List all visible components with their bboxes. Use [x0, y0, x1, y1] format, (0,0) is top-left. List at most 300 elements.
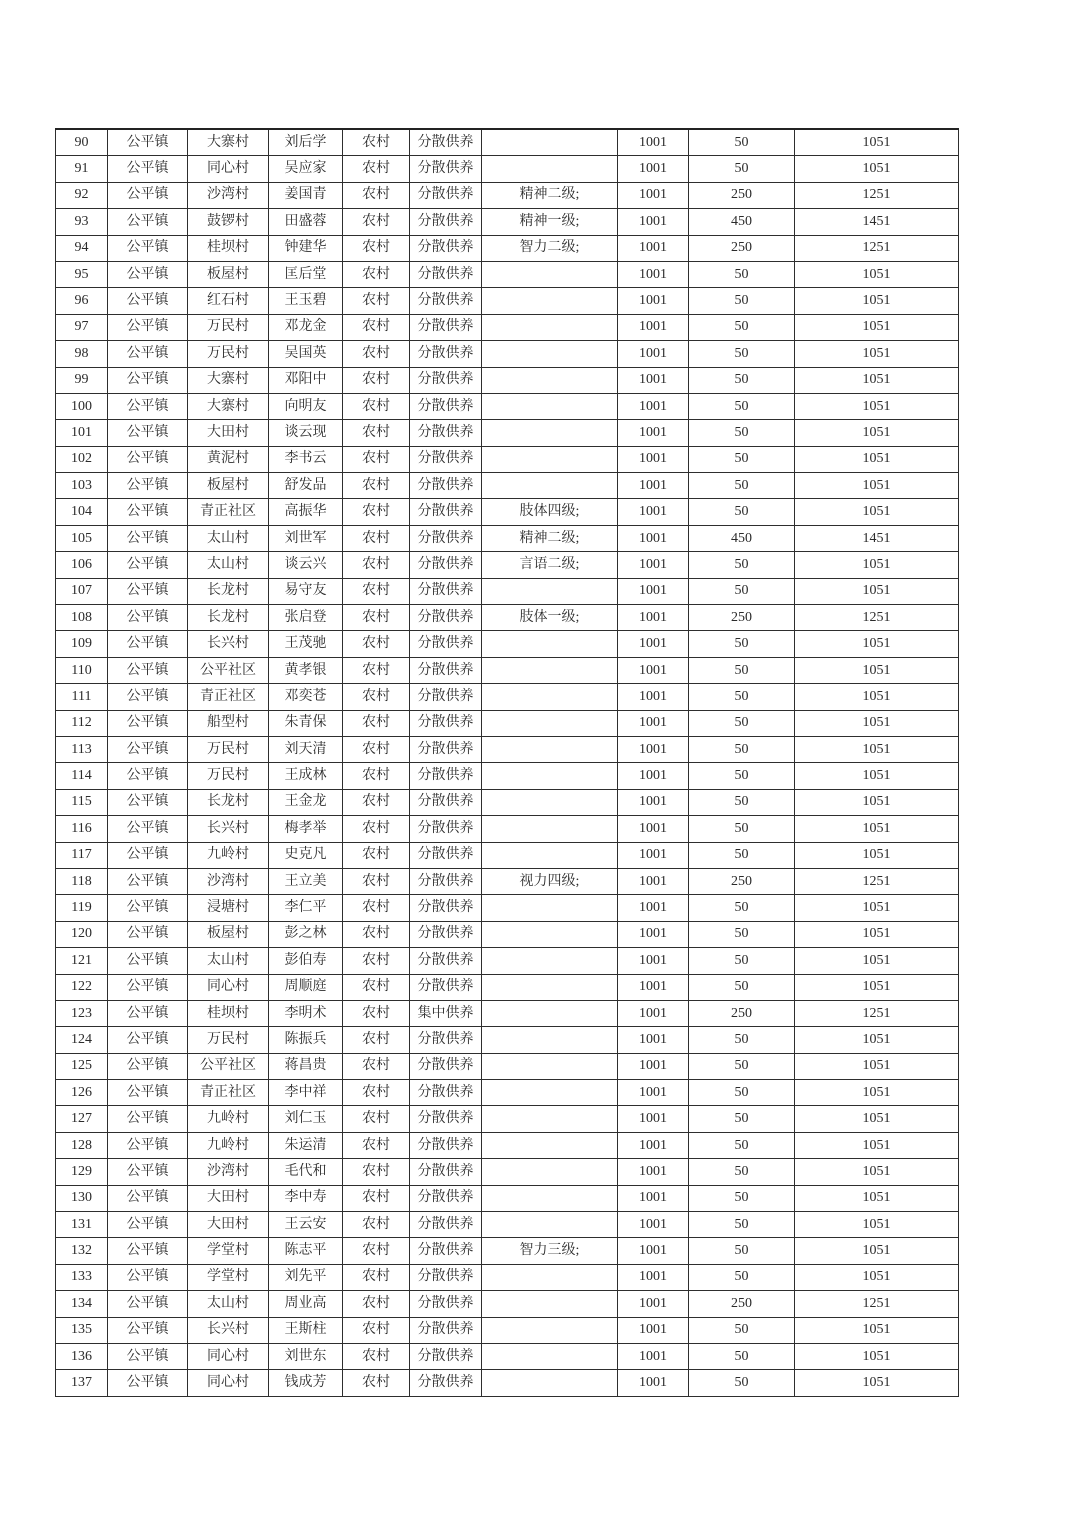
- village-cell: 长兴村: [188, 816, 269, 842]
- support-type-cell: 分散供养: [410, 948, 482, 974]
- disability-level-cell: [482, 156, 618, 182]
- village-cell: 青正社区: [188, 499, 269, 525]
- village-cell: 万民村: [188, 341, 269, 367]
- row-number-cell: 93: [56, 209, 108, 235]
- disability-level-cell: [482, 816, 618, 842]
- person-name-cell: 高振华: [269, 499, 343, 525]
- disability-level-cell: [482, 1185, 618, 1211]
- person-name-cell: 黄孝银: [269, 657, 343, 683]
- disability-level-cell: [482, 393, 618, 419]
- area-type-cell: 农村: [343, 156, 410, 182]
- total-amount-cell: 1051: [795, 499, 959, 525]
- total-amount-cell: 1051: [795, 1238, 959, 1264]
- person-name-cell: 张启登: [269, 605, 343, 631]
- village-cell: 九岭村: [188, 842, 269, 868]
- person-name-cell: 舒发品: [269, 473, 343, 499]
- village-cell: 太山村: [188, 525, 269, 551]
- support-type-cell: 分散供养: [410, 578, 482, 604]
- support-type-cell: 分散供养: [410, 1159, 482, 1185]
- town-cell: 公平镇: [108, 895, 188, 921]
- row-number-cell: 132: [56, 1238, 108, 1264]
- support-type-cell: 分散供养: [410, 816, 482, 842]
- person-name-cell: 李书云: [269, 446, 343, 472]
- table-row: [56, 420, 959, 446]
- subsidy-amount-cell: 50: [689, 446, 795, 472]
- base-amount-cell: 1001: [618, 1027, 689, 1053]
- table-row: [56, 1080, 959, 1106]
- village-cell: 板屋村: [188, 473, 269, 499]
- person-name-cell: 李仁平: [269, 895, 343, 921]
- subsidy-amount-cell: 250: [689, 605, 795, 631]
- base-amount-cell: 1001: [618, 1159, 689, 1185]
- town-cell: 公平镇: [108, 974, 188, 1000]
- total-amount-cell: 1051: [795, 1080, 959, 1106]
- base-amount-cell: 1001: [618, 446, 689, 472]
- disability-level-cell: [482, 1291, 618, 1317]
- base-amount-cell: 1001: [618, 341, 689, 367]
- disability-level-cell: [482, 261, 618, 287]
- total-amount-cell: 1051: [795, 446, 959, 472]
- area-type-cell: 农村: [343, 1132, 410, 1158]
- village-cell: 同心村: [188, 1343, 269, 1369]
- table-row: [56, 1132, 959, 1158]
- base-amount-cell: 1001: [618, 1343, 689, 1369]
- person-name-cell: 朱青保: [269, 710, 343, 736]
- subsidy-amount-cell: 450: [689, 209, 795, 235]
- town-cell: 公平镇: [108, 235, 188, 261]
- table-row: [56, 605, 959, 631]
- village-cell: 同心村: [188, 974, 269, 1000]
- subsidy-amount-cell: 50: [689, 314, 795, 340]
- total-amount-cell: 1051: [795, 684, 959, 710]
- disability-level-cell: [482, 1106, 618, 1132]
- support-type-cell: 分散供养: [410, 710, 482, 736]
- base-amount-cell: 1001: [618, 948, 689, 974]
- base-amount-cell: 1001: [618, 842, 689, 868]
- area-type-cell: 农村: [343, 1317, 410, 1343]
- town-cell: 公平镇: [108, 367, 188, 393]
- subsidy-amount-cell: 450: [689, 525, 795, 551]
- support-type-cell: 分散供养: [410, 605, 482, 631]
- total-amount-cell: 1051: [795, 736, 959, 762]
- town-cell: 公平镇: [108, 1185, 188, 1211]
- table-row: [56, 710, 959, 736]
- area-type-cell: 农村: [343, 842, 410, 868]
- area-type-cell: 农村: [343, 1027, 410, 1053]
- row-number-cell: 135: [56, 1317, 108, 1343]
- support-type-cell: 分散供养: [410, 789, 482, 815]
- disability-level-cell: [482, 1159, 618, 1185]
- total-amount-cell: 1051: [795, 631, 959, 657]
- town-cell: 公平镇: [108, 182, 188, 208]
- total-amount-cell: 1051: [795, 1185, 959, 1211]
- village-cell: 太山村: [188, 1291, 269, 1317]
- person-name-cell: 吴国英: [269, 341, 343, 367]
- disability-level-cell: [482, 921, 618, 947]
- support-type-cell: 分散供养: [410, 420, 482, 446]
- town-cell: 公平镇: [108, 1106, 188, 1132]
- total-amount-cell: 1051: [795, 156, 959, 182]
- support-type-cell: 分散供养: [410, 499, 482, 525]
- disability-level-cell: [482, 1370, 618, 1396]
- disability-level-cell: 精神一级;: [482, 209, 618, 235]
- area-type-cell: 农村: [343, 499, 410, 525]
- person-name-cell: 王茂驰: [269, 631, 343, 657]
- area-type-cell: 农村: [343, 1212, 410, 1238]
- base-amount-cell: 1001: [618, 314, 689, 340]
- table-row: [56, 895, 959, 921]
- support-type-cell: 分散供养: [410, 1343, 482, 1369]
- support-type-cell: 分散供养: [410, 156, 482, 182]
- row-number-cell: 134: [56, 1291, 108, 1317]
- town-cell: 公平镇: [108, 1343, 188, 1369]
- subsidy-amount-cell: 50: [689, 1343, 795, 1369]
- subsidy-amount-cell: 50: [689, 288, 795, 314]
- town-cell: 公平镇: [108, 1027, 188, 1053]
- table-row: [56, 789, 959, 815]
- person-name-cell: 刘后学: [269, 129, 343, 156]
- disability-level-cell: [482, 1132, 618, 1158]
- area-type-cell: 农村: [343, 525, 410, 551]
- disability-level-cell: [482, 341, 618, 367]
- subsidy-amount-cell: 50: [689, 842, 795, 868]
- row-number-cell: 110: [56, 657, 108, 683]
- support-type-cell: 分散供养: [410, 842, 482, 868]
- table-row: [56, 816, 959, 842]
- town-cell: 公平镇: [108, 868, 188, 894]
- total-amount-cell: 1051: [795, 1212, 959, 1238]
- total-amount-cell: 1051: [795, 420, 959, 446]
- row-number-cell: 133: [56, 1264, 108, 1290]
- table-row: [56, 288, 959, 314]
- support-type-cell: 分散供养: [410, 1132, 482, 1158]
- base-amount-cell: 1001: [618, 657, 689, 683]
- subsidy-amount-cell: 50: [689, 129, 795, 156]
- disability-level-cell: [482, 1343, 618, 1369]
- person-name-cell: 谈云现: [269, 420, 343, 446]
- area-type-cell: 农村: [343, 868, 410, 894]
- disability-level-cell: [482, 367, 618, 393]
- village-cell: 大田村: [188, 420, 269, 446]
- person-name-cell: 邓奕苍: [269, 684, 343, 710]
- person-name-cell: 王金龙: [269, 789, 343, 815]
- town-cell: 公平镇: [108, 341, 188, 367]
- table-row: [56, 314, 959, 340]
- person-name-cell: 彭之林: [269, 921, 343, 947]
- row-number-cell: 131: [56, 1212, 108, 1238]
- row-number-cell: 121: [56, 948, 108, 974]
- total-amount-cell: 1051: [795, 288, 959, 314]
- village-cell: 九岭村: [188, 1132, 269, 1158]
- subsidy-amount-cell: 50: [689, 763, 795, 789]
- row-number-cell: 126: [56, 1080, 108, 1106]
- support-type-cell: 分散供养: [410, 868, 482, 894]
- area-type-cell: 农村: [343, 948, 410, 974]
- person-name-cell: 陈振兵: [269, 1027, 343, 1053]
- support-type-cell: 分散供养: [410, 1080, 482, 1106]
- village-cell: 大田村: [188, 1212, 269, 1238]
- total-amount-cell: 1051: [795, 789, 959, 815]
- area-type-cell: 农村: [343, 1080, 410, 1106]
- total-amount-cell: 1051: [795, 816, 959, 842]
- table-row: [56, 182, 959, 208]
- person-name-cell: 李明术: [269, 1000, 343, 1026]
- village-cell: 青正社区: [188, 684, 269, 710]
- village-cell: 长龙村: [188, 789, 269, 815]
- subsidy-amount-cell: 50: [689, 1317, 795, 1343]
- table-row: [56, 393, 959, 419]
- table-row: [56, 763, 959, 789]
- disability-level-cell: [482, 420, 618, 446]
- disability-level-cell: 智力二级;: [482, 235, 618, 261]
- support-type-cell: 分散供养: [410, 684, 482, 710]
- base-amount-cell: 1001: [618, 393, 689, 419]
- row-number-cell: 109: [56, 631, 108, 657]
- area-type-cell: 农村: [343, 974, 410, 1000]
- total-amount-cell: 1051: [795, 948, 959, 974]
- village-cell: 长龙村: [188, 605, 269, 631]
- support-type-cell: 分散供养: [410, 552, 482, 578]
- subsidy-amount-cell: 50: [689, 1212, 795, 1238]
- base-amount-cell: 1001: [618, 710, 689, 736]
- town-cell: 公平镇: [108, 816, 188, 842]
- village-cell: 鼓锣村: [188, 209, 269, 235]
- village-cell: 船型村: [188, 710, 269, 736]
- support-type-cell: 分散供养: [410, 1264, 482, 1290]
- person-name-cell: 王成林: [269, 763, 343, 789]
- area-type-cell: 农村: [343, 578, 410, 604]
- subsidy-amount-cell: 50: [689, 1264, 795, 1290]
- disability-level-cell: [482, 1053, 618, 1079]
- support-type-cell: 分散供养: [410, 446, 482, 472]
- subsidy-amount-cell: 50: [689, 499, 795, 525]
- area-type-cell: 农村: [343, 684, 410, 710]
- subsidy-amount-cell: 50: [689, 1027, 795, 1053]
- table-row: [56, 1343, 959, 1369]
- base-amount-cell: 1001: [618, 631, 689, 657]
- total-amount-cell: 1051: [795, 552, 959, 578]
- subsidy-amount-cell: 50: [689, 816, 795, 842]
- row-number-cell: 94: [56, 235, 108, 261]
- person-name-cell: 王玉碧: [269, 288, 343, 314]
- village-cell: 公平社区: [188, 657, 269, 683]
- disability-level-cell: [482, 789, 618, 815]
- village-cell: 大寨村: [188, 367, 269, 393]
- area-type-cell: 农村: [343, 1106, 410, 1132]
- base-amount-cell: 1001: [618, 868, 689, 894]
- row-number-cell: 103: [56, 473, 108, 499]
- person-name-cell: 谈云兴: [269, 552, 343, 578]
- support-type-cell: 分散供养: [410, 235, 482, 261]
- table-row: [56, 657, 959, 683]
- base-amount-cell: 1001: [618, 684, 689, 710]
- town-cell: 公平镇: [108, 1291, 188, 1317]
- base-amount-cell: 1001: [618, 525, 689, 551]
- area-type-cell: 农村: [343, 1000, 410, 1026]
- town-cell: 公平镇: [108, 631, 188, 657]
- disability-level-cell: 肢体四级;: [482, 499, 618, 525]
- base-amount-cell: 1001: [618, 1132, 689, 1158]
- row-number-cell: 114: [56, 763, 108, 789]
- person-name-cell: 钱成芳: [269, 1370, 343, 1396]
- support-type-cell: 分散供养: [410, 1317, 482, 1343]
- person-name-cell: 钟建华: [269, 235, 343, 261]
- village-cell: 同心村: [188, 1370, 269, 1396]
- person-name-cell: 刘世军: [269, 525, 343, 551]
- village-cell: 浸塘村: [188, 895, 269, 921]
- row-number-cell: 106: [56, 552, 108, 578]
- table-row: [56, 921, 959, 947]
- area-type-cell: 农村: [343, 1370, 410, 1396]
- person-name-cell: 陈志平: [269, 1238, 343, 1264]
- disability-level-cell: 精神二级;: [482, 182, 618, 208]
- total-amount-cell: 1251: [795, 868, 959, 894]
- area-type-cell: 农村: [343, 446, 410, 472]
- base-amount-cell: 1001: [618, 789, 689, 815]
- base-amount-cell: 1001: [618, 736, 689, 762]
- person-name-cell: 王斯柱: [269, 1317, 343, 1343]
- total-amount-cell: 1051: [795, 341, 959, 367]
- row-number-cell: 99: [56, 367, 108, 393]
- village-cell: 沙湾村: [188, 868, 269, 894]
- row-number-cell: 98: [56, 341, 108, 367]
- base-amount-cell: 1001: [618, 1185, 689, 1211]
- person-name-cell: 向明友: [269, 393, 343, 419]
- town-cell: 公平镇: [108, 736, 188, 762]
- support-type-cell: 分散供养: [410, 288, 482, 314]
- town-cell: 公平镇: [108, 288, 188, 314]
- disability-level-cell: [482, 288, 618, 314]
- table-row: [56, 129, 959, 156]
- town-cell: 公平镇: [108, 1132, 188, 1158]
- person-name-cell: 易守友: [269, 578, 343, 604]
- table-row: [56, 1238, 959, 1264]
- base-amount-cell: 1001: [618, 1291, 689, 1317]
- town-cell: 公平镇: [108, 1159, 188, 1185]
- base-amount-cell: 1001: [618, 209, 689, 235]
- person-name-cell: 李中祥: [269, 1080, 343, 1106]
- town-cell: 公平镇: [108, 156, 188, 182]
- support-type-cell: 分散供养: [410, 1238, 482, 1264]
- subsidy-amount-cell: 50: [689, 578, 795, 604]
- town-cell: 公平镇: [108, 473, 188, 499]
- subsidy-amount-cell: 250: [689, 868, 795, 894]
- town-cell: 公平镇: [108, 1000, 188, 1026]
- base-amount-cell: 1001: [618, 1264, 689, 1290]
- subsidy-amount-cell: 50: [689, 367, 795, 393]
- table-row: [56, 974, 959, 1000]
- base-amount-cell: 1001: [618, 1080, 689, 1106]
- town-cell: 公平镇: [108, 1317, 188, 1343]
- table-row: [56, 552, 959, 578]
- row-number-cell: 117: [56, 842, 108, 868]
- subsidy-amount-cell: 50: [689, 473, 795, 499]
- support-type-cell: 分散供养: [410, 314, 482, 340]
- area-type-cell: 农村: [343, 631, 410, 657]
- table-row: [56, 1000, 959, 1026]
- support-type-cell: 分散供养: [410, 393, 482, 419]
- support-type-cell: 分散供养: [410, 763, 482, 789]
- row-number-cell: 115: [56, 789, 108, 815]
- area-type-cell: 农村: [343, 657, 410, 683]
- support-type-cell: 分散供养: [410, 1212, 482, 1238]
- disability-level-cell: [482, 763, 618, 789]
- village-cell: 学堂村: [188, 1238, 269, 1264]
- support-type-cell: 分散供养: [410, 631, 482, 657]
- row-number-cell: 127: [56, 1106, 108, 1132]
- base-amount-cell: 1001: [618, 1212, 689, 1238]
- subsidy-amount-cell: 50: [689, 657, 795, 683]
- row-number-cell: 101: [56, 420, 108, 446]
- area-type-cell: 农村: [343, 314, 410, 340]
- total-amount-cell: 1051: [795, 842, 959, 868]
- person-name-cell: 朱运清: [269, 1132, 343, 1158]
- subsidy-amount-cell: 50: [689, 1080, 795, 1106]
- disability-level-cell: [482, 1317, 618, 1343]
- base-amount-cell: 1001: [618, 1238, 689, 1264]
- base-amount-cell: 1001: [618, 1370, 689, 1396]
- support-type-cell: 集中供养: [410, 1000, 482, 1026]
- town-cell: 公平镇: [108, 552, 188, 578]
- disability-level-cell: [482, 684, 618, 710]
- subsidy-amount-cell: 50: [689, 1106, 795, 1132]
- town-cell: 公平镇: [108, 842, 188, 868]
- village-cell: 红石村: [188, 288, 269, 314]
- row-number-cell: 130: [56, 1185, 108, 1211]
- subsidy-amount-cell: 50: [689, 631, 795, 657]
- area-type-cell: 农村: [343, 393, 410, 419]
- disability-level-cell: 精神二级;: [482, 525, 618, 551]
- total-amount-cell: 1051: [795, 763, 959, 789]
- village-cell: 桂坝村: [188, 1000, 269, 1026]
- disability-level-cell: [482, 657, 618, 683]
- village-cell: 万民村: [188, 1027, 269, 1053]
- person-name-cell: 李中寿: [269, 1185, 343, 1211]
- table-row: [56, 1053, 959, 1079]
- disability-level-cell: [482, 314, 618, 340]
- row-number-cell: 97: [56, 314, 108, 340]
- table-row: [56, 446, 959, 472]
- disability-level-cell: [482, 1212, 618, 1238]
- village-cell: 九岭村: [188, 1106, 269, 1132]
- person-name-cell: 邓阳中: [269, 367, 343, 393]
- person-name-cell: 刘先平: [269, 1264, 343, 1290]
- row-number-cell: 119: [56, 895, 108, 921]
- disability-level-cell: 智力三级;: [482, 1238, 618, 1264]
- village-cell: 同心村: [188, 156, 269, 182]
- support-type-cell: 分散供养: [410, 182, 482, 208]
- subsidy-amount-cell: 50: [689, 1159, 795, 1185]
- town-cell: 公平镇: [108, 657, 188, 683]
- row-number-cell: 104: [56, 499, 108, 525]
- village-cell: 黄泥村: [188, 446, 269, 472]
- base-amount-cell: 1001: [618, 895, 689, 921]
- table-row: [56, 948, 959, 974]
- table-row: [56, 525, 959, 551]
- total-amount-cell: 1251: [795, 1000, 959, 1026]
- area-type-cell: 农村: [343, 1159, 410, 1185]
- support-type-cell: 分散供养: [410, 367, 482, 393]
- row-number-cell: 128: [56, 1132, 108, 1158]
- area-type-cell: 农村: [343, 816, 410, 842]
- town-cell: 公平镇: [108, 446, 188, 472]
- area-type-cell: 农村: [343, 129, 410, 156]
- row-number-cell: 112: [56, 710, 108, 736]
- row-number-cell: 107: [56, 578, 108, 604]
- disability-level-cell: [482, 974, 618, 1000]
- area-type-cell: 农村: [343, 605, 410, 631]
- village-cell: 万民村: [188, 314, 269, 340]
